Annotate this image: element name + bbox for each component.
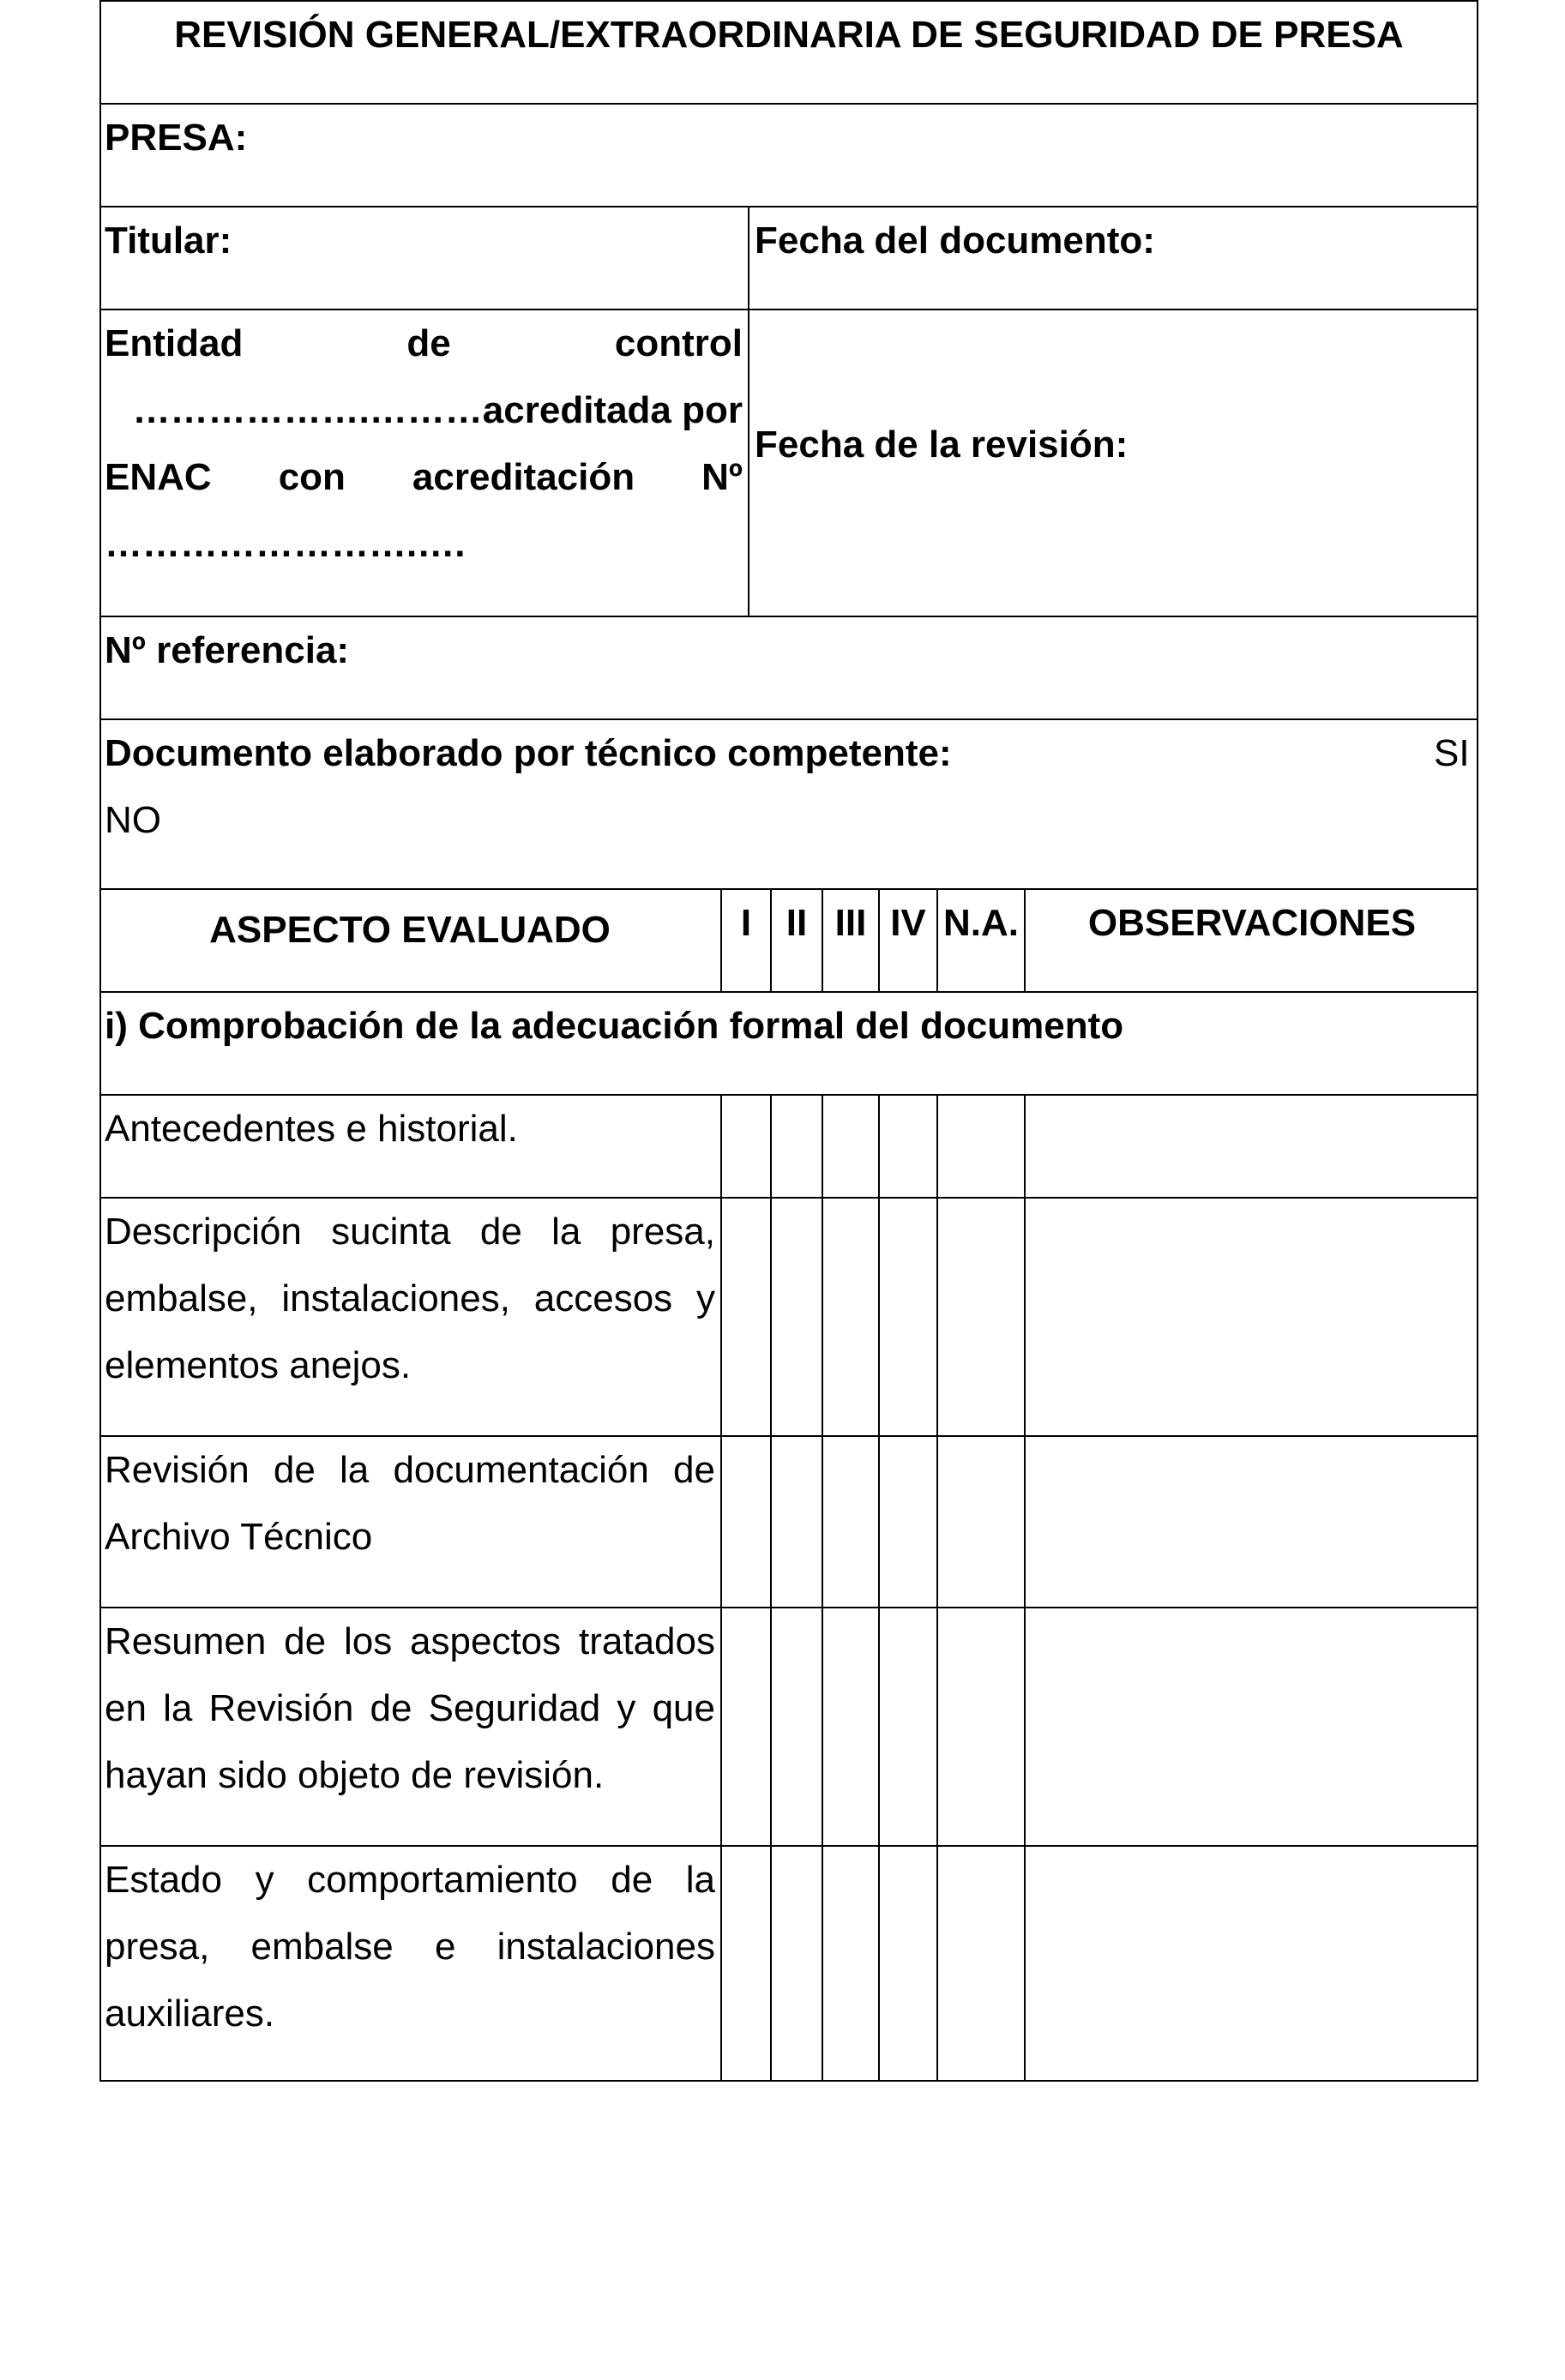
entidad-line4: …………………….…. [105,523,466,565]
header-observaciones: OBSERVACIONES [1087,902,1417,944]
header-aspecto: ASPECTO EVALUADO [209,909,611,951]
row-2-text: Descripción sucinta de la presa, embalse, instalaciones, accesos y elementos anejos. [105,1211,715,1386]
tecnico-no: NO [105,799,161,841]
header-i: I [740,902,752,944]
header-ii: II [786,902,808,944]
fecha-documento-label: Fecha del documento: [755,219,1155,261]
fecha-revision-label: Fecha de la revisión: [755,424,1129,466]
section-title: i) Comprobación de la adecuación formal del documento [105,1005,1124,1047]
titular-label: Titular: [105,219,232,261]
page-title: REVISIÓN GENERAL/EXTRAORDINARIA DE SEGURIDAD DE PRESA [174,14,1404,56]
entidad-block [105,310,743,578]
tecnico-si: SI [1434,732,1470,774]
header-iv: IV [890,902,926,944]
presa-row [99,103,1478,207]
row-3-text: Revisión de la documentación de Archivo Técnico [105,1449,715,1558]
entidad-line1: Entidad de control [105,322,743,364]
entidad-line3: ENAC con acreditación Nº [105,456,743,498]
header-na: N.A. [943,902,1019,944]
referencia-label: Nº referencia: [105,629,350,671]
row-1-text: Antecedentes e historial. [105,1108,518,1150]
row-4-text: Resumen de los aspectos tratados en la Revisión de Seguridad y que hayan sido objeto de revisión. [105,1620,715,1796]
entidad-line2: ……………….………acreditada por [132,389,743,431]
row-5-text: Estado y comportamiento de la presa, embalse e instalaciones auxiliares. [105,1859,715,2034]
presa-label: PRESA: [105,117,248,159]
tecnico-label: Documento elaborado por técnico competente: [105,732,952,774]
header-iii: III [834,902,867,944]
